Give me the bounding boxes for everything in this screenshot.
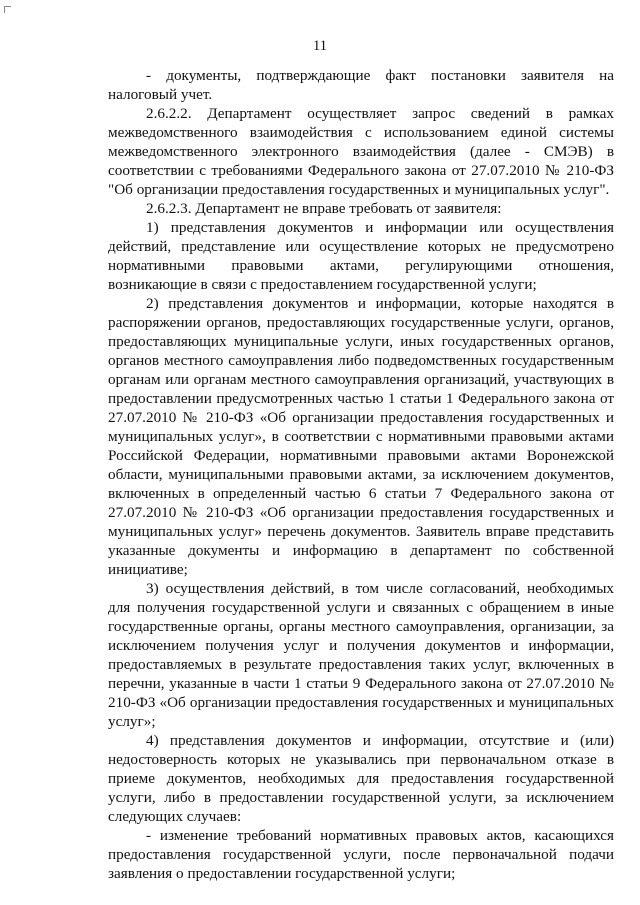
paragraph-item-4: 4) представления документов и информации, отсутствие и (или) недостоверность которых не указывались при первоначальном отказе в приеме документов, необходимых для предоставления государственной услуги, либо в предоставлении государственной услуги, за исключением следующих случаев: xyxy=(108,732,614,825)
paragraph-item-1: 1) представления документов и информации или осуществления действий, представление или осуществление которых не предусмотрено нормативными правовыми актами, регулирующими отношения, возникающие в связи с предоставлением государственной услуги; xyxy=(108,219,614,293)
paragraph-2-6-2-3: 2.6.2.3. Департамент не вправе требовать от заявителя: xyxy=(146,200,502,217)
page-number: 11 xyxy=(313,38,327,54)
scan-corner-mark xyxy=(4,6,11,13)
paragraph-tax-registration: - документы, подтверждающие факт постановки заявителя на налоговый учет. xyxy=(108,67,614,103)
document-body xyxy=(108,66,614,883)
paragraph-item-2: 2) представления документов и информации, которые находятся в распоряжении органов, предоставляющих государственные услуги, органов, предоставляющих муниципальные услуги, иных государственных органов, органов местного самоуправления либо подведомственных государственным органам или органам местного самоуправления организаций, участвующих в предоставлении предусмотренных частью 1 статьи 1 Федерального закона от 27.07.2010 № 210-ФЗ «Об организации предоставления государственных и муниципальных услуг», в соответствии с нормативными правовыми актами Российской Федерации, нормативными правовыми актами Воронежской области, муниципальными правовыми актами, за исключением документов, включенных в определенный частью 6 статьи 7 Федерального закона от 27.07.2010 № 210-ФЗ «Об организации предоставления государственных и муниципальных услуг» перечень документов. Заявитель вправе представить указанные документы и информацию в департамент по собственной инициативе; xyxy=(108,295,614,578)
paragraph-2-6-2-2: 2.6.2.2. Департамент осуществляет запрос сведений в рамках межведомственного взаимодействия с использованием единой системы межведомственного электронного взаимодействия (далее - СМЭВ) в соответствии с требованиями Федерального закона от 27.07.2010 № 210-ФЗ "Об организации предоставления государственных и муниципальных услуг". xyxy=(108,105,614,198)
paragraph-item-3: 3) осуществления действий, в том числе согласований, необходимых для получения государственной услуги и связанных с обращением в иные государственные органы, органы местного самоуправления, организации, за исключением получения услуг и получения документов и информации, предоставляемых в результате предоставления таких услуг, включенных в перечни, указанные в части 1 статьи 9 Федерального закона от 27.07.2010 № 210-ФЗ «Об организации предоставления государственных и муниципальных услуг»; xyxy=(108,580,614,730)
paragraph-exception-1: - изменение требований нормативных правовых актов, касающихся предоставления государственной услуги, после первоначальной подачи заявления о предоставлении государственной услуги; xyxy=(108,827,614,882)
